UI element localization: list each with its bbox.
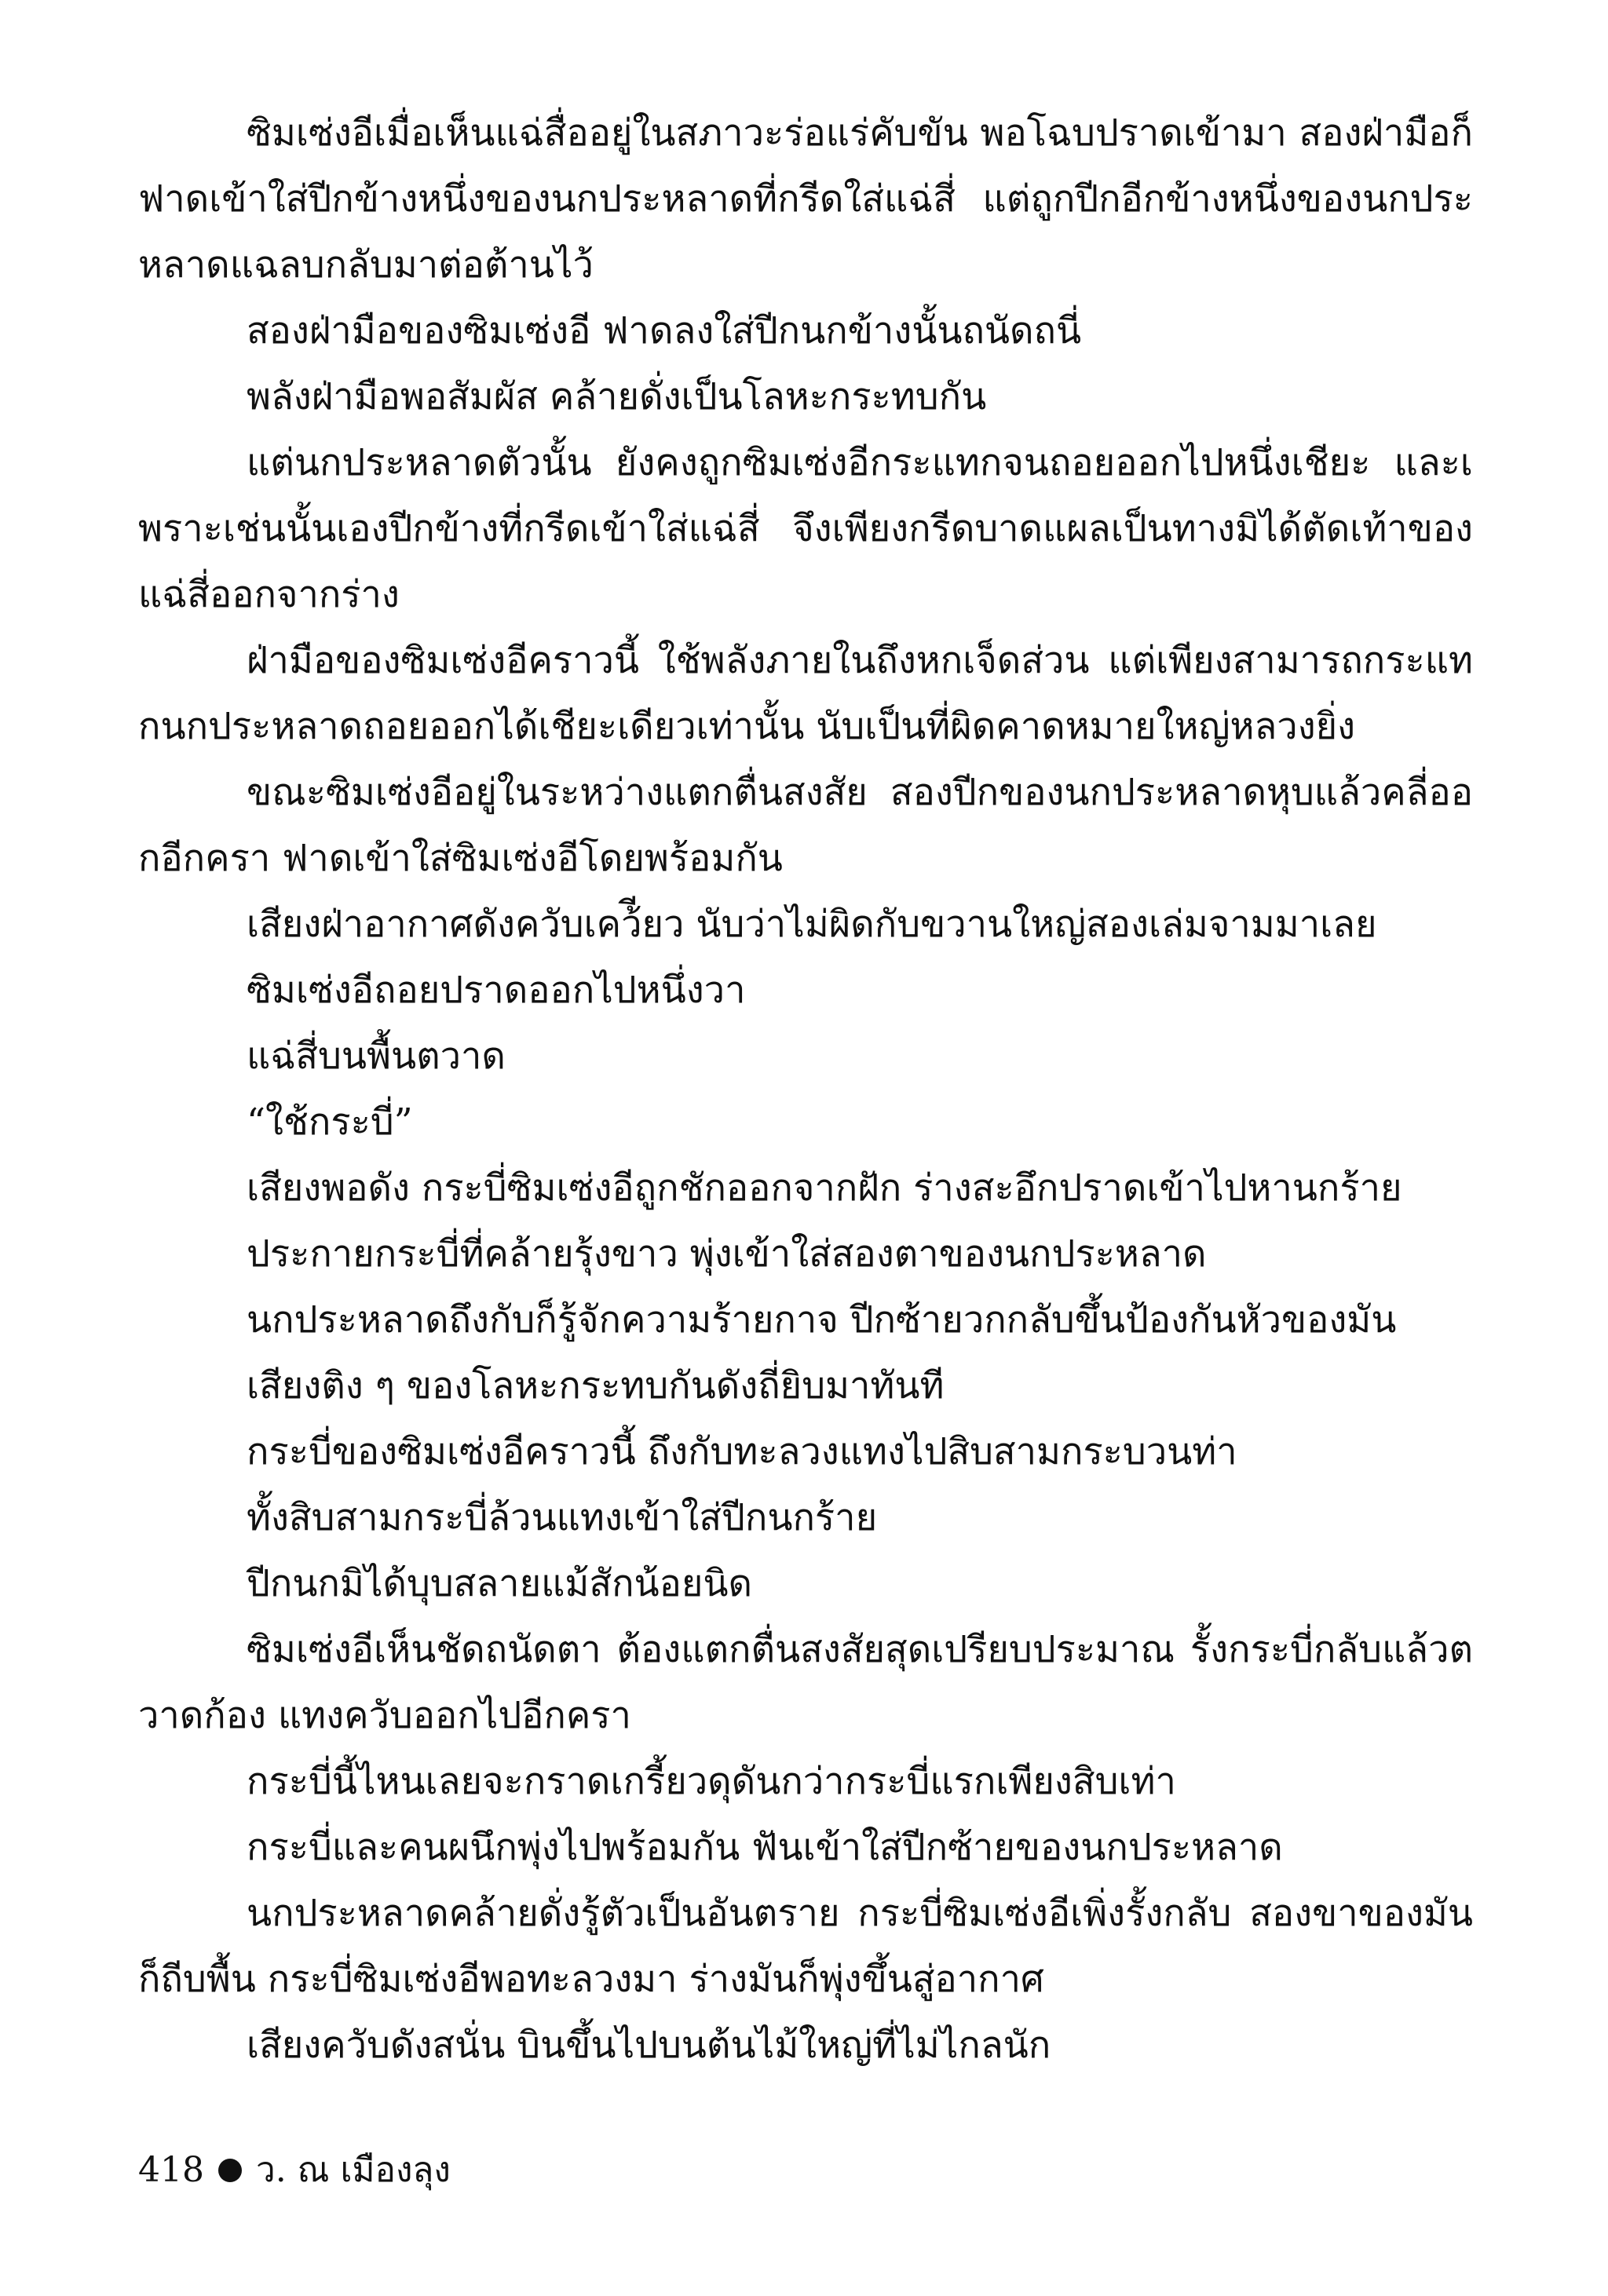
paragraph: ฝ่ามือของซิมเซ่งอีคราวนี้ ใช้พลังภายในถึงหกเจ็ดส่วน แต่เพียงสามารถกระแทกนกประหลาดถอยออกได้เชียะเดียวเท่านั้น นับเป็นที่ผิดคาดหมายใหญ่หลวงยิ่ง: [138, 639, 1473, 748]
paragraph: ขณะซิมเซ่งอีอยู่ในระหว่างแตกตื่นสงสัย สองปีกของนกประหลาดหุบแล้วคลี่ออกอีกครา ฟาดเข้าใส่ซิมเซ่งอีโดยพร้อมกัน: [138, 771, 1473, 880]
page-number: 418: [138, 2150, 204, 2190]
paragraph: ซิมเซ่งอีเห็นชัดถนัดตา ต้องแตกตื่นสงสัยสุดเปรียบประมาณ รั้งกระบี่กลับแล้วตวาดก้อง แทงควับออกไปอีกครา: [138, 1628, 1473, 1737]
paragraph: ซิมเซ่งอีถอยปราดออกไปหนึ่งวา: [247, 969, 746, 1012]
paragraph: เสียงควับดังสนั่น บินขึ้นไปบนต้นไม้ใหญ่ที่ไม่ไกลนัก: [247, 2024, 1051, 2067]
paragraph: แฉ่สี่บนพื้นตวาด: [247, 1035, 506, 1078]
paragraph: แต่นกประหลาดตัวนั้น ยังคงถูกซิมเซ่งอีกระแทกจนถอยออกไปหนึ่งเชียะ และเพราะเช่นนั้นเองปีกข้างที่กรีดเข้าใส่แฉ่สี่ จึงเพียงกรีดบาดแผลเป็นทางมิได้ตัดเท้าของแฉ่สี่ออกจากร่าง: [138, 441, 1473, 616]
page-footer: [138, 2147, 451, 2194]
paragraph: ประกายกระบี่ที่คล้ายรุ้งขาว พุ่งเข้าใส่สองตาของนกประหลาด: [247, 1232, 1207, 1276]
paragraph: ปีกนกมิได้บุบสลายแม้สักน้อยนิด: [247, 1562, 753, 1605]
paragraph: เสียงพอดัง กระบี่ซิมเซ่งอีถูกชักออกจากฝัก ร่างสะอึกปราดเข้าไปหานกร้าย: [247, 1166, 1402, 1210]
author-name: ว. ณ เมืองลุง: [255, 2150, 451, 2190]
paragraph: ซิมเซ่งอีเมื่อเห็นแฉ่สื่ออยู่ในสภาวะร่อแร่คับขัน พอโฉบปราดเข้ามา สองฝ่ามือก็ฟาดเข้าใส่ปีกข้างหนึ่งของนกประหลาดที่กรีดใส่แฉ่สี่ แต่ถูกปีกอีกข้างหนึ่งของนกประหลาดแฉลบกลับมาต่อต้านไว้: [138, 111, 1473, 287]
paragraph: นกประหลาดถึงกับก็รู้จักความร้ายกาจ ปีกซ้ายวกกลับขึ้นป้องกันหัวของมัน: [247, 1298, 1397, 1341]
paragraph: กระบี่นี้ไหนเลยจะกราดเกรี้ยวดุดันกว่ากระบี่แรกเพียงสิบเท่า: [247, 1760, 1176, 1803]
paragraph: นกประหลาดคล้ายดั่งรู้ตัวเป็นอันตราย กระบี่ซิมเซ่งอีเพิ่งรั้งกลับ สองขาของมันก็ถีบพื้น กระบี่ซิมเซ่งอีพอทะลวงมา ร่างมันก็พุ่งขึ้นสู่อากาศ: [138, 1892, 1473, 2001]
body-text: [138, 100, 1473, 2079]
paragraph: กระบี่ของซิมเซ่งอีคราวนี้ ถึงกับทะลวงแทงไปสิบสามกระบวนท่า: [247, 1430, 1237, 1473]
paragraph: เสียงฝ่าอากาศดังควับเคว้ียว นับว่าไม่ผิดกับขวานใหญ่สองเล่มจามมาเลย: [247, 903, 1377, 946]
paragraph: “ใช้กระบี่”: [247, 1101, 413, 1144]
paragraph: กระบี่และคนผนึกพุ่งไปพร้อมกัน ฟันเข้าใส่ปีกซ้ายของนกประหลาด: [247, 1826, 1283, 1869]
paragraph: เสียงติง ๆ ของโลหะกระทบกันดังถี่ยิบมาทันที: [247, 1364, 945, 1407]
paragraph: พลังฝ่ามือพอสัมผัส คล้ายดั่งเป็นโลหะกระทบกัน: [247, 375, 987, 418]
bullet-dot-icon: [218, 2159, 242, 2182]
paragraph: ทั้งสิบสามกระบี่ล้วนแทงเข้าใส่ปีกนกร้าย: [247, 1496, 878, 1539]
paragraph: สองฝ่ามือของซิมเซ่งอี ฟาดลงใส่ปีกนกข้างนั้นถนัดถนี่: [247, 309, 1082, 352]
